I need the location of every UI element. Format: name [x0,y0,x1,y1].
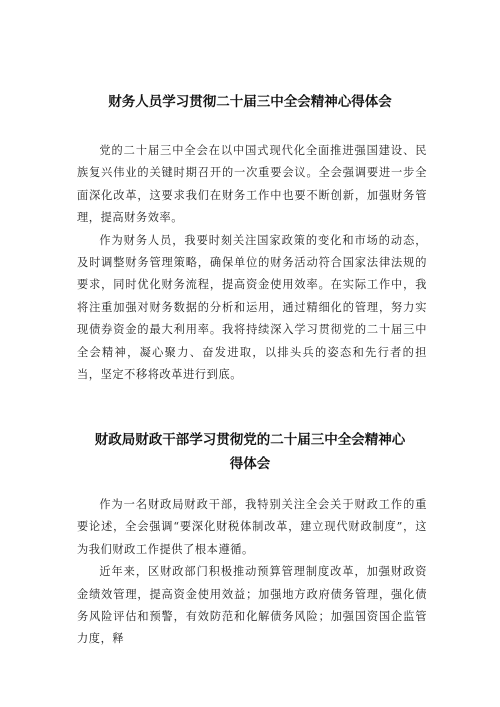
article1-title: 财务人员学习贯彻二十届三中全会精神心得体会 [108,94,392,110]
article2-paragraph-1: 作为一名财政局财政干部，我特别关注全会关于财政工作的重要论述，全会强调“要深化财税体制改革，建立现代财政制度”，这为我们财政工作提供了根本遵循。 [77,498,427,556]
article2-body [77,494,427,651]
article2-title [0,428,500,476]
article1-paragraph-1: 党的二十届三中全会在以中国式现代化全面推进强国建设、民族复兴伟业的关键时期召开的一次重要会议。全会强调要进一步全面深化改革，这要求我们在财务工作中也要不断创新，加强财务管理，提高财务效率。 [77,144,427,225]
article1-body [77,140,427,386]
article2-paragraph-2: 近年来，区财政部门积极推动预算管理制度改革，加强财政资金绩效管理，提高资金使用效益；加强地方政府债务管理，强化债务风险评估和预警，有效防范和化解债务风险；加强国资国企监管力度，释 [77,565,427,646]
article1-paragraph-2: 作为财务人员，我要时刻关注国家政策的变化和市场的动态，及时调整财务管理策略，确保单位的财务活动符合国家法律法规的要求，同时优化财务流程，提高资金使用效率。在实际工作中，我将注重加强对财务数据的分析和运用，通过精细化的管理，努力实现债券资金的最大利用率。我将持续深入学习贯彻党的二十届三中全会精神，凝心聚力、奋发进取，以排头兵的姿态和先行者的担当，坚定不移将改革进行到底。 [77,233,427,382]
article2-title-line2: 得体会 [229,456,271,472]
article2-title-line1: 财政局财政干部学习贯彻党的二十届三中全会精神心 [94,432,406,448]
